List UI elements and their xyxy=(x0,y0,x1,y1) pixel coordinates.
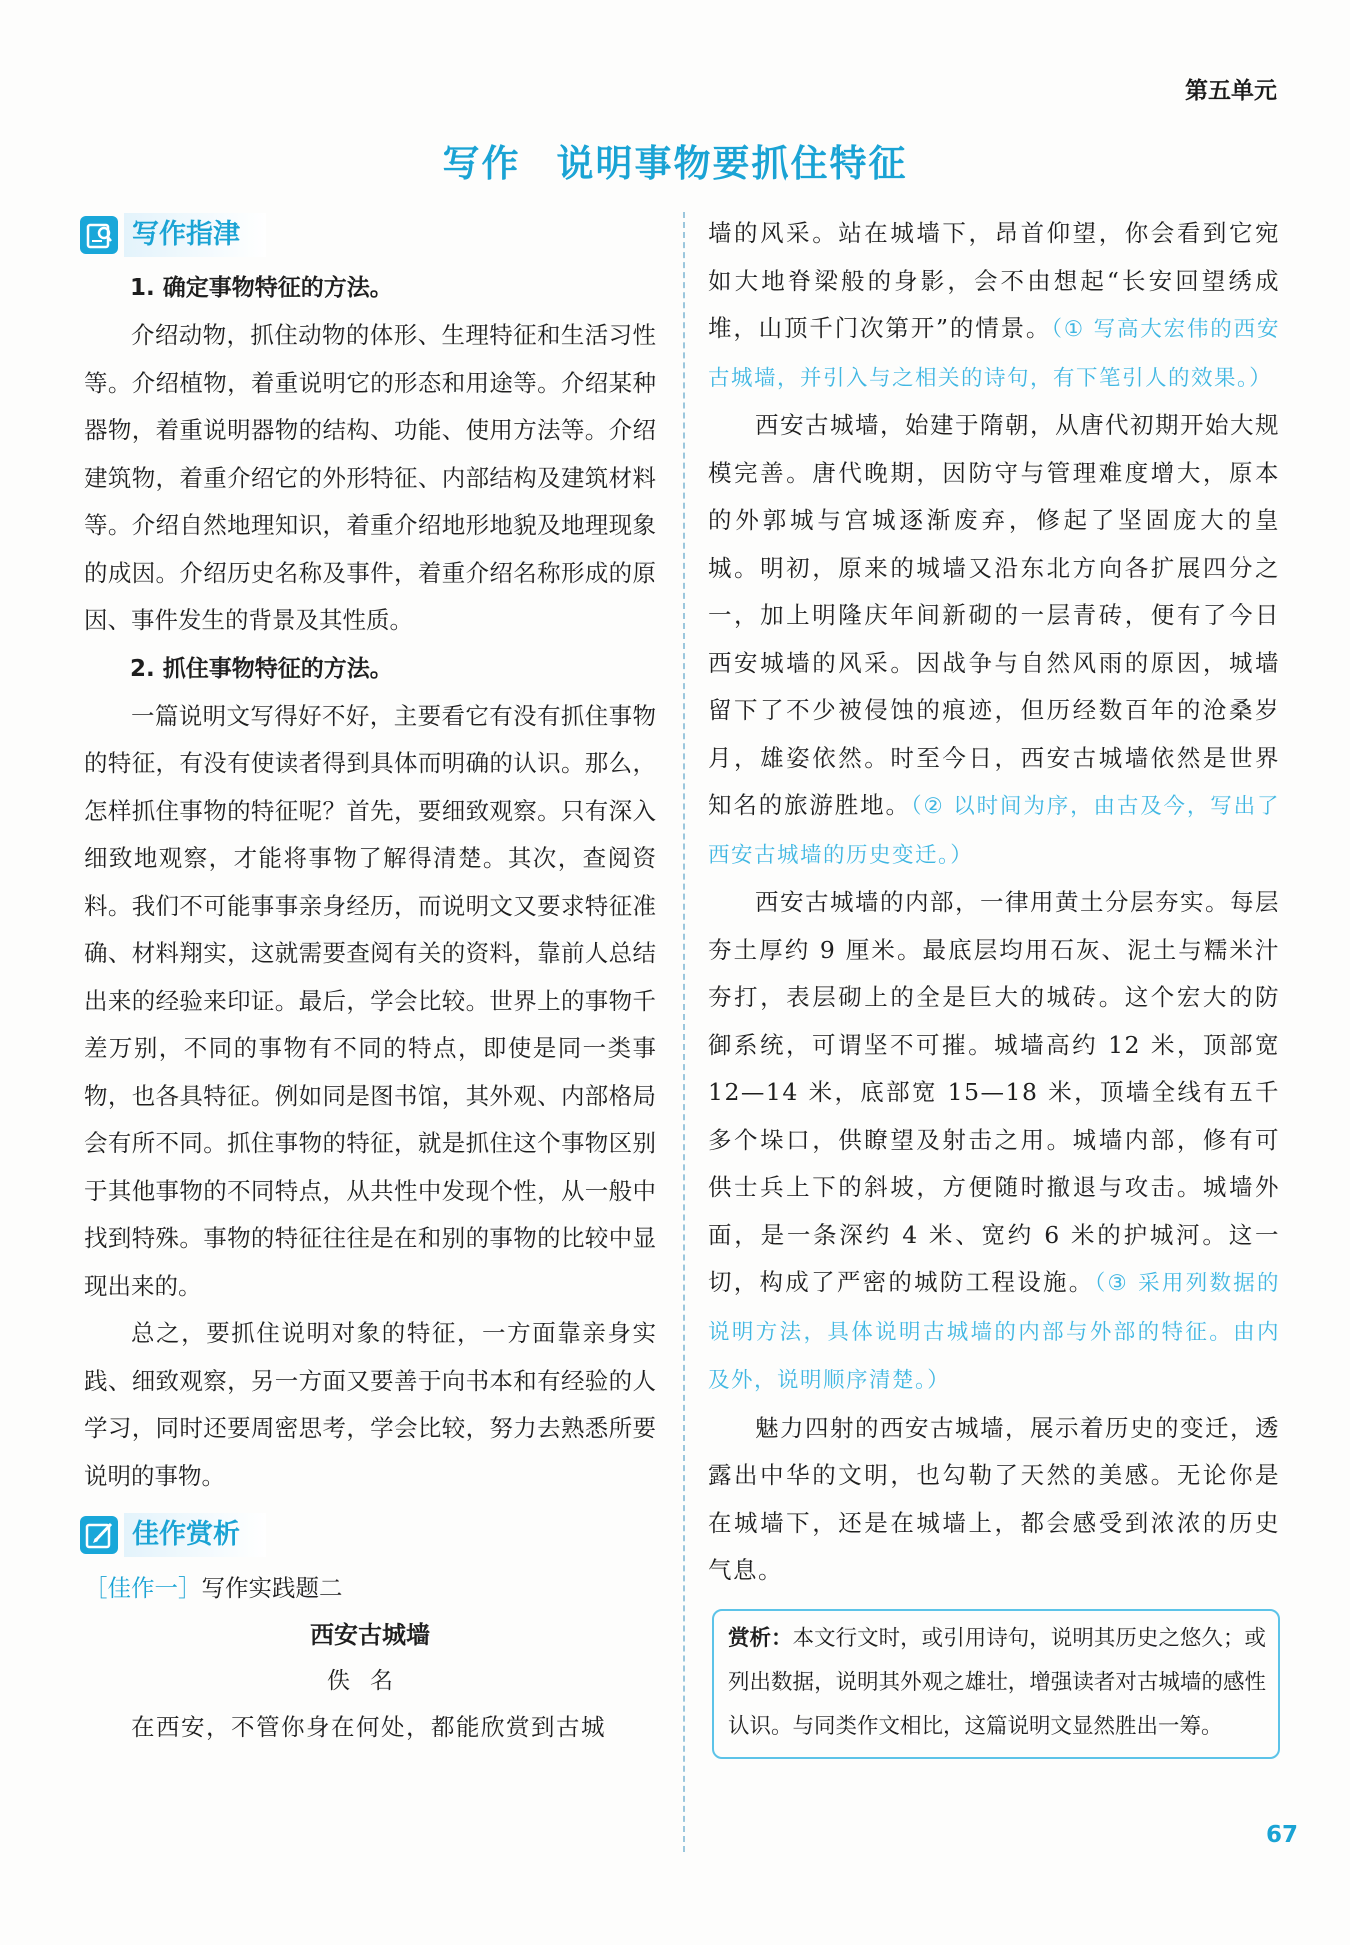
annotation-3: （③ 采用列数据的说明方法，具体说明古城墙的内部与外部的特征。由内及外，说明顺序清楚。） xyxy=(708,1271,1280,1393)
left-column xyxy=(84,210,656,1752)
showcase-icon xyxy=(80,1516,118,1554)
showcase-heading xyxy=(80,1512,656,1558)
column-divider xyxy=(683,212,685,1852)
essay-paragraph-2-text: 西安古城墙，始建于隋朝，从唐代初期开始大规模完善。唐代晚期，因防守与管理难度增大，原本的外郭城与宫城逐渐废弃，修起了坚固庞大的皇城。明初，原来的城墙又沿东北方向各扩展四分之一，加上明隆庆年间新砌的一层青砖，便有了今日西安城墙的风采。因战争与自然风雨的原因，城墙留下了不少被侵蚀的痕迹，但历经数百年的沧桑岁月，雄姿依然。时至今日，西安古城墙依然是世界知名的旅游胜地。 xyxy=(708,411,1280,819)
essay-paragraph-2 xyxy=(708,402,1280,879)
unit-label: 第五单元 xyxy=(1185,78,1277,104)
appreciation-body: 本文行文时，或引用诗句，说明其历史之悠久；或列出数据，说明其外观之雄壮，增强读者对古城墙的感性认识。与同类作文相比，这篇说明文显然胜出一筹。 xyxy=(728,1625,1266,1739)
guide-paragraph-3: 总之，要抓住说明对象的特征，一方面靠亲身实践、细致观察，另一方面又要善于向书本和有经验的人学习，同时还要周密思考，学会比较，努力去熟悉所要说明的事物。 xyxy=(84,1319,656,1490)
title-part2: 说明事物要抓住特征 xyxy=(556,142,908,185)
annotation-1: （① 写高大宏伟的西安古城墙，并引入与之相关的诗句，有下笔引人的效果。） xyxy=(708,317,1280,391)
appreciation-box xyxy=(712,1609,1280,1759)
guide-paragraph-2: 一篇说明文写得好不好，主要看它有没有抓住事物的特征，有没有使读者得到具体而明确的认识。那么，怎样抓住事物的特征呢？首先，要细致观察。只有深入细致地观察，才能将事物了解得清楚。其次，查阅资料。我们不可能事事亲身经历，而说明文又要求特征准确、材料翔实，这就需要查阅有关的资料，靠前人总结出来的经验来印证。最后，学会比较。世界上的事物千差万别，不同的事物有不同的特点，即使是同一类事物，也各具特征。例如同是图书馆，其外观、内部格局会有所不同。抓住事物的特征，就是抓住这个事物区别于其他事物的不同特点，从共性中发现个性，从一般中找到特殊。事物的特征往往是在和别的事物的比较中显现出来的。 xyxy=(84,701,656,1300)
page-number: 67 xyxy=(1265,1822,1298,1848)
appreciation-text xyxy=(728,1617,1266,1749)
right-column xyxy=(708,210,1280,1759)
essay-paragraph-3 xyxy=(708,879,1280,1405)
guide-paragraph-1: 介绍动物，抓住动物的体形、生理特征和生活习性等。介绍植物，着重说明它的形态和用途等。介绍某种器物，着重说明器物的结构、功能、使用方法等。介绍建筑物，着重介绍它的外形特征、内部结构及建筑材料等。介绍自然地理知识，着重介绍地形地貌及地理现象的成因。介绍历史名称及事件，着重介绍名称形成的原因、事件发生的背景及其性质。 xyxy=(84,321,656,634)
showcase-label: 佳作赏析 xyxy=(124,1513,266,1557)
guide-heading-1: 1. 确定事物特征的方法。 xyxy=(130,275,393,301)
page-title xyxy=(0,133,1350,187)
writing-guide-icon xyxy=(80,216,118,254)
essay-paragraph-1-start: 在西安，不管你身在何处，都能欣赏到古城 xyxy=(131,1713,606,1741)
writing-guide-label: 写作指津 xyxy=(124,213,266,257)
guide-heading-2: 2. 抓住事物特征的方法。 xyxy=(130,655,393,682)
title-part1: 写作 xyxy=(442,142,521,185)
annotation-2: （② 以时间为序，由古及今，写出了西安古城墙的历史变迁。） xyxy=(708,794,1280,868)
essay-author: 佚名 xyxy=(327,1668,413,1694)
showcase-tag-line xyxy=(84,1564,656,1612)
writing-guide-heading xyxy=(80,212,656,258)
essay-title: 西安古城墙 xyxy=(310,1621,430,1649)
appreciation-label: 赏析： xyxy=(728,1625,793,1651)
essay-paragraph-4: 魅力四射的西安古城墙，展示着历史的变迁，透露出中华的文明，也勾勒了天然的美感。无论你是在城墙下，还是在城墙上，都会感受到浓浓的历史气息。 xyxy=(708,1413,1280,1584)
showcase-task: 写作实践题二 xyxy=(201,1574,343,1602)
essay-paragraph-1-text: 墙的风采。站在城墙下，昂首仰望，你会看到它宛如大地脊梁般的身影，会不由想起“长安回望绣成堆，山顶千门次第开”的情景。 xyxy=(708,219,1280,342)
showcase-tag: ［佳作一］ xyxy=(84,1574,202,1602)
essay-paragraph-1-continued xyxy=(708,210,1280,402)
essay-paragraph-3-text: 西安古城墙的内部，一律用黄土分层夯实。每层夯土厚约 9 厘米。最底层均用石灰、泥土与糯米汁夯打，表层砌上的全是巨大的城砖。这个宏大的防御系统，可谓坚不可摧。城墙高约 12 米，顶部宽 12—14 米，底部宽 15—18 米，顶墙全线有五千多个垛口，供瞭望及射击之用。城墙内部，修有可供士兵上下的斜坡，方便随时撤退与攻击。城墙外面，是一条深约 4 米、宽约 6 米的护城河。这一切，构成了严密的城防工程设施。 xyxy=(708,888,1280,1296)
